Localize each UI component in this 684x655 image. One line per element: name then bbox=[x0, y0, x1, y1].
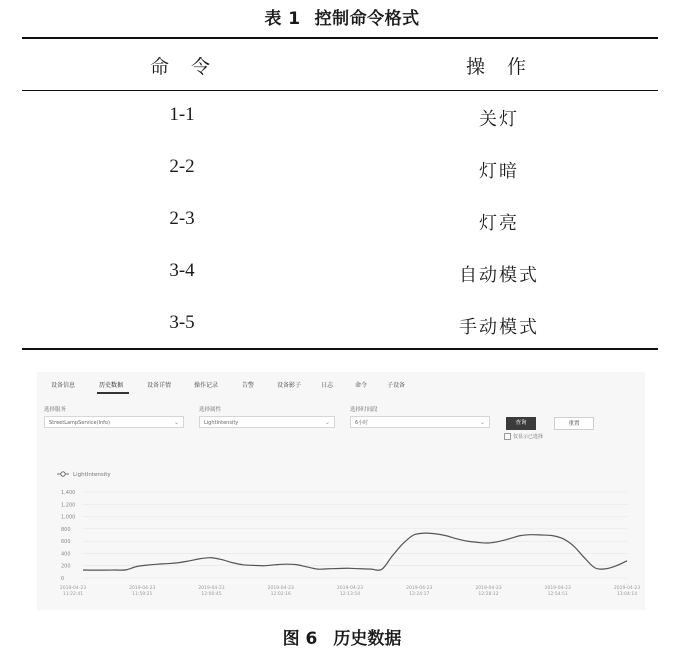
x-tick-label: 2019-04-23 bbox=[267, 586, 294, 591]
x-tick-label: 2019-04-23 bbox=[198, 586, 225, 591]
y-tick-label: 1,400 bbox=[61, 490, 76, 496]
legend-marker-icon bbox=[61, 472, 65, 476]
tab-device-info[interactable]: 设备信息 bbox=[51, 382, 76, 389]
figure-caption-title: 历史数据 bbox=[333, 629, 402, 649]
x-tick-label: 12:02:16 bbox=[270, 592, 291, 597]
table-header-command: 命令 bbox=[150, 56, 233, 78]
y-tick-label: 1,000 bbox=[61, 514, 76, 521]
y-tick-label: 200 bbox=[61, 563, 71, 570]
x-tick-label: 2019-04-23 bbox=[59, 586, 87, 591]
table-caption-title: 控制命令格式 bbox=[314, 9, 420, 29]
time-select-value: 6小时 bbox=[355, 420, 369, 426]
table-header-operation: 操作 bbox=[466, 56, 549, 78]
operation-cell: 自动模式 bbox=[459, 265, 539, 286]
x-tick-label: 12:24:17 bbox=[409, 592, 430, 597]
chevron-down-icon: ⌄ bbox=[173, 419, 179, 426]
y-tick-label: 0 bbox=[61, 576, 65, 582]
table-caption-number: 表 1 bbox=[264, 9, 301, 29]
series-line-lightintensity bbox=[83, 533, 627, 570]
x-tick-label: 2019-04-23 bbox=[129, 586, 156, 591]
command-cell: 3-4 bbox=[169, 260, 195, 281]
x-tick-label: 11:59:21 bbox=[132, 592, 153, 597]
tab-command[interactable]: 命令 bbox=[355, 382, 368, 389]
history-data-screenshot bbox=[37, 372, 645, 610]
figure-caption-number: 图 6 bbox=[282, 629, 318, 649]
command-cell: 2-2 bbox=[169, 156, 195, 177]
operation-cell: 灯亮 bbox=[479, 213, 519, 234]
command-cell: 2-3 bbox=[169, 208, 195, 229]
table-bottom-rule bbox=[22, 348, 658, 350]
x-tick-label: 11:22:41 bbox=[62, 592, 84, 597]
x-tick-label: 12:54:51 bbox=[547, 592, 568, 597]
tab-history-data[interactable]: 历史数据 bbox=[99, 382, 124, 389]
chevron-down-icon: ⌄ bbox=[479, 419, 485, 426]
tab-sub-device[interactable]: 子设备 bbox=[387, 382, 406, 389]
table-header-rule bbox=[22, 90, 658, 91]
tab-device-detail[interactable]: 设备详情 bbox=[147, 382, 172, 389]
chevron-down-icon: ⌄ bbox=[324, 419, 330, 426]
table-caption bbox=[0, 4, 684, 29]
x-tick-label: 13:04:14 bbox=[616, 592, 638, 597]
x-tick-label: 2019-04-23 bbox=[613, 586, 641, 591]
x-tick-label: 2019-04-23 bbox=[475, 586, 502, 591]
y-tick-label: 800 bbox=[61, 526, 71, 533]
service-select-value: StreetLampService(Info) bbox=[49, 420, 110, 426]
tab-alarm[interactable]: 告警 bbox=[242, 382, 255, 389]
history-line-chart bbox=[37, 372, 645, 610]
y-tick-label: 600 bbox=[61, 539, 71, 546]
x-tick-label: 2019-04-23 bbox=[336, 586, 364, 591]
y-tick-label: 1,200 bbox=[61, 502, 76, 509]
x-tick-label: 2019-04-23 bbox=[406, 586, 433, 591]
y-tick-label: 400 bbox=[61, 551, 71, 558]
x-tick-label: 12:00:45 bbox=[201, 592, 222, 597]
x-tick-label: 12:28:12 bbox=[478, 592, 499, 597]
query-button[interactable]: 查询 bbox=[506, 417, 536, 430]
operation-cell: 手动模式 bbox=[459, 317, 539, 338]
property-select-value: LightIntensity bbox=[204, 420, 239, 426]
operation-cell: 灯暗 bbox=[479, 161, 519, 182]
checkbox-label: 仅显示已选择 bbox=[513, 434, 544, 440]
legend-label: LightIntensity bbox=[73, 472, 111, 478]
tab-operation-log[interactable]: 操作记录 bbox=[194, 382, 219, 389]
time-filter-label: 选择时间段 bbox=[350, 407, 378, 413]
x-tick-label: 2019-04-23 bbox=[544, 586, 571, 591]
reset-button[interactable]: 重置 bbox=[554, 417, 594, 430]
tab-device-shadow[interactable]: 设备影子 bbox=[277, 382, 302, 389]
operation-cell: 关灯 bbox=[479, 109, 519, 130]
service-filter-label: 选择服务 bbox=[44, 407, 67, 413]
property-filter-label: 选择属性 bbox=[199, 407, 222, 413]
x-tick-label: 12:13:54 bbox=[339, 592, 361, 597]
command-cell: 3-5 bbox=[169, 312, 195, 333]
table-top-rule bbox=[22, 37, 658, 39]
command-cell: 1-1 bbox=[169, 104, 195, 125]
tab-log[interactable]: 日志 bbox=[321, 382, 334, 389]
figure-caption bbox=[0, 624, 684, 649]
